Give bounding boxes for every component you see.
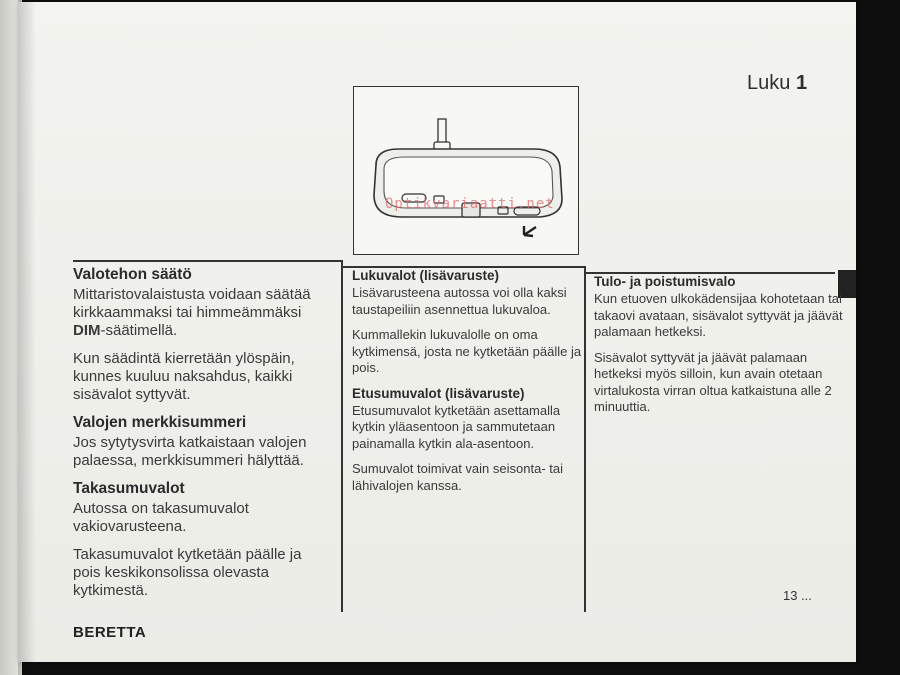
page-number: 13 ... (783, 588, 812, 603)
watermark-text: Optikvariaatti.net (385, 196, 555, 212)
heading-front-fog: Etusumuvalot (lisävaruste) (352, 385, 525, 401)
dim-bold-text: DIM (73, 322, 101, 339)
paragraph-entry-light: Kun etuoven ulkokädensijaa kohotetaan tai takaovi avataan, sisävalot syttyvät ja jäävät palamaan hetkeksi. (594, 291, 843, 339)
chapter-heading (747, 72, 807, 95)
column-divider-1 (341, 260, 343, 612)
paragraph-exit-light: Sisävalot syttyvät ja jäävät palamaan hetkeksi myös silloin, kun avain otetaan virtalukosta virran oltua katkaistuna alle 2 minuuttia. (594, 349, 832, 414)
left-column (73, 262, 328, 610)
page-gutter-shadow (18, 0, 36, 675)
chapter-word: Luku (747, 72, 791, 94)
paragraph-light-buzzer: Jos sytytysvirta katkaistaan valojen palaessa, merkkisummeri hälyttää. (73, 434, 307, 469)
column-divider-2 (584, 266, 586, 612)
right-column (594, 274, 844, 425)
rear-view-mirror-icon (354, 87, 578, 254)
column-rule-top-right (585, 272, 835, 274)
heading-reading-lights: Lukuvalot (lisävaruste) (352, 268, 500, 283)
paragraph-reading-switches: Kummallekin lukuvalolle on oma kytkimensä, josta ne kytketään päälle ja pois. (352, 327, 582, 375)
paragraph-reading-lights: Lisävarusteena autossa voi olla kaksi taustapeiliin asennettua lukuvaloa. (352, 285, 567, 317)
paragraph-brightness (73, 286, 328, 340)
text-span: -säätimellä. (100, 322, 178, 339)
column-rule-top-left (73, 260, 341, 262)
text-span: Mittaristovalaistusta voidaan säätää kirkkaammaksi tai himmeämmäksi (73, 286, 311, 321)
paragraph-interior-lights: Kun säädintä kierretään ylöspäin, kunnes kuuluu naksahdus, kaikki sisävalot syttyvät. (73, 350, 295, 403)
paragraph-fog-conditions: Sumuvalot toimivat vain seisonta- tai lähivalojen kanssa. (352, 461, 563, 493)
heading-rear-fog: Takasumuvalot (73, 480, 185, 497)
heading-light-buzzer: Valojen merkkisummeri (73, 414, 247, 431)
paragraph-front-fog: Etusumuvalot kytketään asettamalla kytkin yläasentoon ja sammutetaan painamalla kytkin ala-asentoon. (352, 402, 561, 451)
column-rule-top-middle (342, 266, 585, 268)
paragraph-rear-fog-switch: Takasumuvalot kytketään päälle ja pois keskikonsolissa olevasta kytkimestä. (73, 546, 302, 599)
heading-brightness: Valotehon säätö (73, 266, 192, 283)
paragraph-rear-fog-standard: Autossa on takasumuvalot vakiovarusteena. (73, 500, 249, 535)
brand-footer: BERETTA (73, 624, 147, 641)
mirror-illustration (353, 86, 579, 255)
middle-column (352, 268, 592, 503)
heading-entry-exit-light: Tulo- ja poistumisvalo (594, 274, 736, 289)
chapter-number: 1 (795, 72, 808, 94)
